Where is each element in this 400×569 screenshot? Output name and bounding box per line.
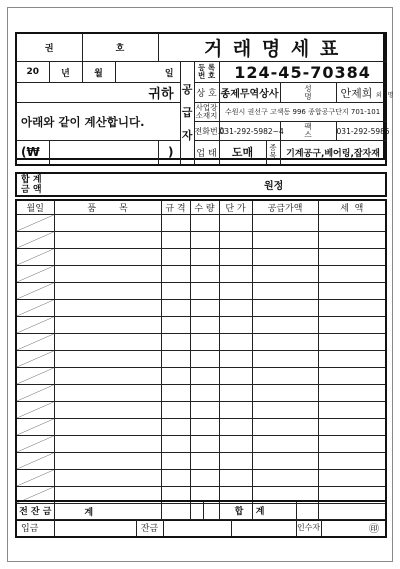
item-row xyxy=(16,215,386,232)
item-row-spec-cell[interactable] xyxy=(161,470,190,487)
item-row-tax-cell[interactable] xyxy=(318,232,386,249)
fax-number[interactable]: 031-292-5985 xyxy=(336,122,386,141)
item-row-spec-cell[interactable] xyxy=(161,300,190,317)
item-row-price-cell[interactable] xyxy=(219,453,252,470)
sum-field[interactable] xyxy=(296,501,386,519)
item-row-price-cell[interactable] xyxy=(219,249,252,266)
item-row xyxy=(16,266,386,283)
total-amount-unit: 원정 xyxy=(260,173,386,196)
item-row xyxy=(16,453,386,470)
recipient-suffix[interactable]: 귀하 xyxy=(16,83,180,103)
item-row-spec-cell[interactable] xyxy=(161,368,190,385)
item-row-date-cell[interactable] xyxy=(16,266,54,283)
item-row xyxy=(16,368,386,385)
item-rows xyxy=(16,215,386,504)
item-row-date-cell[interactable] xyxy=(16,283,54,300)
item-row-item-cell[interactable] xyxy=(54,419,161,436)
item-row-item-cell[interactable] xyxy=(54,249,161,266)
item-row-price-cell[interactable] xyxy=(219,385,252,402)
item-row-item-cell[interactable] xyxy=(54,317,161,334)
phone-label: 전화번호 xyxy=(194,122,219,141)
year-label[interactable]: 년 xyxy=(49,62,82,83)
receiver-label: 인수자 xyxy=(296,519,321,537)
item-row-price-cell[interactable] xyxy=(219,419,252,436)
item-row-date-cell[interactable] xyxy=(16,470,54,487)
item-row-tax-cell[interactable] xyxy=(318,300,386,317)
deposit-field[interactable] xyxy=(54,519,136,537)
item-row-tax-cell[interactable] xyxy=(318,402,386,419)
item-row-qty-cell[interactable] xyxy=(190,232,219,249)
item-row-spec-cell[interactable] xyxy=(161,385,190,402)
diagonal-slash xyxy=(17,368,54,384)
item-row-spec-cell[interactable] xyxy=(161,266,190,283)
diagonal-slash xyxy=(17,334,54,350)
amount-open: (₩ xyxy=(16,141,49,165)
item-row-item-cell[interactable] xyxy=(54,266,161,283)
sum-label: 합 계 xyxy=(203,501,296,519)
diagonal-slash xyxy=(17,215,54,231)
item-row-date-cell[interactable] xyxy=(16,351,54,368)
day-label[interactable]: 일 xyxy=(115,62,180,83)
item-row xyxy=(16,300,386,317)
col-item: 품 목 xyxy=(54,200,161,215)
amount-field[interactable] xyxy=(49,141,158,165)
item-row-item-cell[interactable] xyxy=(54,402,161,419)
item-row-date-cell[interactable] xyxy=(16,215,54,232)
item-row-price-cell[interactable] xyxy=(219,351,252,368)
item-row-item-cell[interactable] xyxy=(54,385,161,402)
item-row-supply-cell[interactable] xyxy=(252,232,318,249)
item-row-tax-cell[interactable] xyxy=(318,453,386,470)
prev-balance-label: 전 잔 금 xyxy=(16,501,54,519)
item-row-qty-cell[interactable] xyxy=(190,419,219,436)
item-row-item-cell[interactable] xyxy=(54,453,161,470)
item-row-price-cell[interactable] xyxy=(219,215,252,232)
item-row xyxy=(16,351,386,368)
col-spec: 규 격 xyxy=(161,200,190,215)
item-row-tax-cell[interactable] xyxy=(318,436,386,453)
item-row-supply-cell[interactable] xyxy=(252,317,318,334)
owner-name-text: 안제희 xyxy=(340,86,373,100)
biz-item[interactable]: 기계공구,베어링,잡자재 xyxy=(280,141,386,165)
item-row-price-cell[interactable] xyxy=(219,436,252,453)
item-row-supply-cell[interactable] xyxy=(252,470,318,487)
item-row-qty-cell[interactable] xyxy=(190,317,219,334)
item-row-tax-cell[interactable] xyxy=(318,470,386,487)
volume-label: 권 xyxy=(16,33,82,62)
diagonal-slash xyxy=(17,300,54,316)
receiver-seal[interactable]: ㊞ xyxy=(321,519,386,537)
item-row-price-cell[interactable] xyxy=(219,470,252,487)
item-table xyxy=(15,199,387,521)
item-row-qty-cell[interactable] xyxy=(190,249,219,266)
item-row-qty-cell[interactable] xyxy=(190,453,219,470)
item-row-supply-cell[interactable] xyxy=(252,266,318,283)
diagonal-slash xyxy=(17,317,54,333)
header-table xyxy=(15,32,394,166)
item-row-tax-cell[interactable] xyxy=(318,215,386,232)
amount-close: ) xyxy=(158,141,180,165)
item-row-tax-cell[interactable] xyxy=(318,317,386,334)
total-amount-table xyxy=(15,172,387,197)
item-row-tax-cell[interactable] xyxy=(318,385,386,402)
item-row-item-cell[interactable] xyxy=(54,470,161,487)
item-row-supply-cell[interactable] xyxy=(252,300,318,317)
item-row-date-cell[interactable] xyxy=(16,402,54,419)
item-row-supply-cell[interactable] xyxy=(252,351,318,368)
number-label: 호 xyxy=(82,33,158,62)
balance-field-2[interactable] xyxy=(231,519,296,537)
diagonal-slash xyxy=(17,283,54,299)
item-row xyxy=(16,402,386,419)
supplier-char-3: 자 xyxy=(181,129,193,143)
subtotal-label: 계 xyxy=(16,504,161,520)
item-row-tax-cell[interactable] xyxy=(318,266,386,283)
item-row-spec-cell[interactable] xyxy=(161,351,190,368)
item-row-supply-cell[interactable] xyxy=(252,453,318,470)
address-label: 사업장 소재지 xyxy=(195,103,218,120)
supplier-char-1: 공 xyxy=(181,83,193,97)
reg-number-label: 등 록 번 호 xyxy=(194,62,219,83)
item-row-spec-cell[interactable] xyxy=(161,232,190,249)
total-amount-label: 합 계 금 액 xyxy=(16,173,60,196)
owner-name[interactable] xyxy=(336,83,394,103)
item-row-supply-cell[interactable] xyxy=(252,436,318,453)
total-amount-field[interactable] xyxy=(60,173,260,196)
col-date: 월일 xyxy=(16,200,54,215)
item-row-item-cell[interactable] xyxy=(54,368,161,385)
deposit-label: 입금 xyxy=(16,519,54,537)
item-row xyxy=(16,419,386,436)
item-row-price-cell[interactable] xyxy=(219,317,252,334)
year-prefix[interactable]: 20 xyxy=(16,62,49,83)
item-row-qty-cell[interactable] xyxy=(190,334,219,351)
col-price: 단 가 xyxy=(219,200,252,215)
item-row-qty-cell[interactable] xyxy=(190,283,219,300)
item-row-tax-cell[interactable] xyxy=(318,334,386,351)
item-row-spec-cell[interactable] xyxy=(161,317,190,334)
item-row-price-cell[interactable] xyxy=(219,334,252,351)
prev-balance-field[interactable] xyxy=(54,501,203,519)
diagonal-slash xyxy=(17,436,54,452)
item-row-tax-cell[interactable] xyxy=(318,283,386,300)
biz-type[interactable]: 도매 xyxy=(219,141,266,165)
item-row xyxy=(16,385,386,402)
item-row xyxy=(16,317,386,334)
item-row-qty-cell[interactable] xyxy=(190,385,219,402)
item-row-tax-cell[interactable] xyxy=(318,368,386,385)
item-row-supply-cell[interactable] xyxy=(252,385,318,402)
company-label: 상 호 xyxy=(194,83,219,103)
fax-label: 팩 스 xyxy=(280,122,336,141)
item-row-item-cell[interactable] xyxy=(54,215,161,232)
biz-item-label: 종 목 xyxy=(266,141,280,165)
item-row xyxy=(16,470,386,487)
item-row-qty-cell[interactable] xyxy=(190,300,219,317)
page-title: 거 래 명 세 표 xyxy=(158,33,386,62)
supplier-side-label xyxy=(180,62,194,165)
item-row-date-cell[interactable] xyxy=(16,300,54,317)
diagonal-slash xyxy=(17,249,54,265)
diagonal-slash xyxy=(17,232,54,248)
item-row-qty-cell[interactable] xyxy=(190,215,219,232)
diagonal-slash xyxy=(17,266,54,282)
diagonal-slash xyxy=(17,470,54,486)
month-label[interactable]: 월 xyxy=(82,62,115,83)
item-row-spec-cell[interactable] xyxy=(161,419,190,436)
statement-line: 아래와 같이 계산합니다. xyxy=(16,103,180,141)
item-row-supply-cell[interactable] xyxy=(252,368,318,385)
item-row-item-cell[interactable] xyxy=(54,283,161,300)
item-row-date-cell[interactable] xyxy=(16,232,54,249)
item-row-date-cell[interactable] xyxy=(16,317,54,334)
item-row-date-cell[interactable] xyxy=(16,385,54,402)
supplier-char-2: 급 xyxy=(181,106,193,120)
owner-name-label: 성 명 xyxy=(280,83,336,103)
company-name[interactable]: 종제무역상사 xyxy=(219,83,280,103)
item-row-qty-cell[interactable] xyxy=(190,436,219,453)
item-row-date-cell[interactable] xyxy=(16,453,54,470)
biz-type-label: 업 태 xyxy=(194,141,219,165)
item-row-item-cell[interactable] xyxy=(54,232,161,249)
item-row-supply-cell[interactable] xyxy=(252,283,318,300)
item-row-price-cell[interactable] xyxy=(219,232,252,249)
balance-field[interactable] xyxy=(163,519,231,537)
item-row-item-cell[interactable] xyxy=(54,351,161,368)
item-row-price-cell[interactable] xyxy=(219,266,252,283)
item-row-supply-cell[interactable] xyxy=(252,215,318,232)
item-row-spec-cell[interactable] xyxy=(161,249,190,266)
reg-number[interactable]: 124-45-70384 xyxy=(219,62,386,83)
item-row-supply-cell[interactable] xyxy=(252,402,318,419)
phone-number[interactable]: 031-292-5982~4 xyxy=(219,122,280,141)
item-row xyxy=(16,436,386,453)
item-row xyxy=(16,232,386,249)
item-row-price-cell[interactable] xyxy=(219,402,252,419)
item-row xyxy=(16,334,386,351)
col-supply: 공급가액 xyxy=(252,200,318,215)
diagonal-slash xyxy=(17,419,54,435)
diagonal-slash xyxy=(17,385,54,401)
item-row-date-cell[interactable] xyxy=(16,436,54,453)
item-row-spec-cell[interactable] xyxy=(161,402,190,419)
item-row-price-cell[interactable] xyxy=(219,300,252,317)
item-table-header xyxy=(16,200,386,215)
item-row-supply-cell[interactable] xyxy=(252,419,318,436)
item-row xyxy=(16,283,386,300)
item-row-supply-cell[interactable] xyxy=(252,249,318,266)
item-row-spec-cell[interactable] xyxy=(161,436,190,453)
item-row-item-cell[interactable] xyxy=(54,300,161,317)
item-row-spec-cell[interactable] xyxy=(161,283,190,300)
item-row-tax-cell[interactable] xyxy=(318,351,386,368)
diagonal-slash xyxy=(17,351,54,367)
col-tax: 세 액 xyxy=(318,200,386,215)
item-row-date-cell[interactable] xyxy=(16,419,54,436)
col-qty: 수 량 xyxy=(190,200,219,215)
item-row-qty-cell[interactable] xyxy=(190,368,219,385)
item-row-tax-cell[interactable] xyxy=(318,419,386,436)
business-address[interactable]: 수원시 권선구 고색동 996 종합공구단지 701-101 xyxy=(219,103,386,122)
item-row-price-cell[interactable] xyxy=(219,283,252,300)
owner-name-note: 외 1명 xyxy=(375,91,394,99)
diagonal-slash xyxy=(17,453,54,469)
item-row-tax-cell[interactable] xyxy=(318,249,386,266)
item-row-item-cell[interactable] xyxy=(54,436,161,453)
item-row-spec-cell[interactable] xyxy=(161,334,190,351)
item-row-spec-cell[interactable] xyxy=(161,453,190,470)
item-row-supply-cell[interactable] xyxy=(252,334,318,351)
item-row-item-cell[interactable] xyxy=(54,334,161,351)
item-row-date-cell[interactable] xyxy=(16,368,54,385)
item-row-qty-cell[interactable] xyxy=(190,402,219,419)
item-row-spec-cell[interactable] xyxy=(161,215,190,232)
item-row-qty-cell[interactable] xyxy=(190,266,219,283)
item-row-qty-cell[interactable] xyxy=(190,470,219,487)
diagonal-slash xyxy=(17,402,54,418)
item-row-date-cell[interactable] xyxy=(16,249,54,266)
footer-table xyxy=(15,500,387,538)
item-row xyxy=(16,249,386,266)
item-row-price-cell[interactable] xyxy=(219,368,252,385)
balance-label: 잔금 xyxy=(136,519,163,537)
item-row-qty-cell[interactable] xyxy=(190,351,219,368)
item-row-date-cell[interactable] xyxy=(16,334,54,351)
